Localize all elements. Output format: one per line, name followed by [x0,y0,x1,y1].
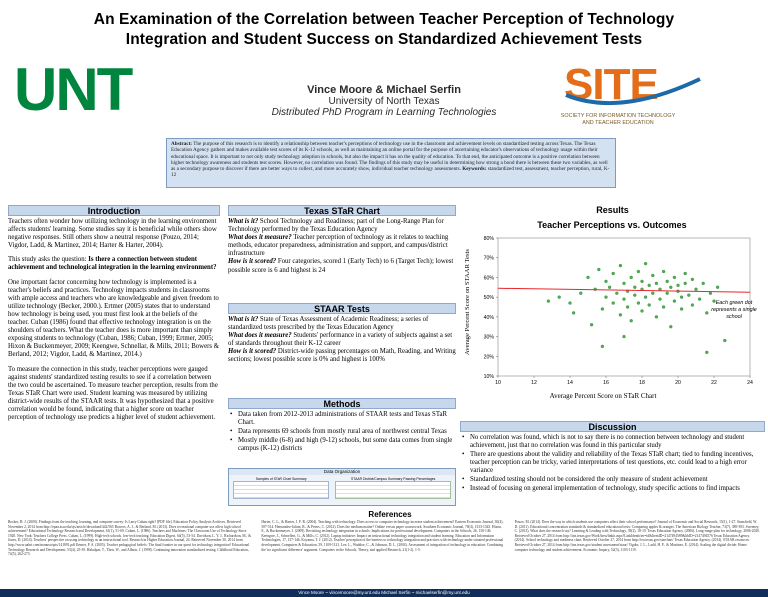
university: University of North Texas [328,96,440,107]
y-tick-label: 40% [483,314,494,321]
unt-logo [12,56,207,123]
data-point [691,304,694,307]
introduction-heading: Introduction [8,205,220,216]
intro-research-question: Is there a connection between student achievement and technological integration in the learning environment? [8,256,217,272]
discussion-bullet-item: • No correlation was found, which is not to say there is no connection between technology and student achievement, just that no correlation was found in this particular study [460,434,765,450]
intro-paragraph-1: Teachers often wonder how utilizing technology in the learning environment affects students' learning. Some studies say it is beneficial while others show negative responses. Still others show a neutral response (Pouzo, 2014; Vigdor, Ladd, & Martinez, 2014; Harter & Harter, 2004). [8,218,217,250]
chart-x-axis-label: Average Percent Score on STaR Chart [549,392,657,400]
data-point [597,268,600,271]
x-tick-label: 22 [711,380,717,386]
survey-right-grid [335,481,451,499]
x-tick-label: 24 [747,380,753,386]
data-point [590,323,593,326]
staar-heading: STAAR Tests [228,303,456,314]
data-point [716,286,719,289]
x-tick-label: 16 [603,380,609,386]
references-column-1: Becker, H. J. (2000). Findings from the teaching, learning, and computer survey: Is Larry Cuban right? [PDF file]. Education Policy Analysis Archives. Retrieved November 2, 2014 from http://epaa.asu.edu/ojs/article/download/442/565 Bowers, A. J., & Berland, M. (2013). Does recreational computer use affect high school achievement? Educational Technology Research and Development, 61(1), 51-69. Cuban, L. (1986). Teachers and Machines: The Classroom Use of Technology Since 1920. New York: Teachers College Press. Cuban, L. (1999). High-tech schools, low-tech teaching. Education Digest, 64(5), 53-54. Davidson, L. Y. J., Richardson, M., & Jones, D. (2014). Teachers' perspective on using technology as an instructional tool. Research in Higher Education Journal, 24. Retrieved November 30, 2014 from http://www.aabri.com/manuscripts/141891.pdf Ertmer, P. A. (2005). Teacher pedagogical beliefs: The final frontier in our quest for technology integration? Educational Technology Research and Development, 53(4), 25-39. Hakulpar, T., Then, W., and Albion, J. (1998). Continuing innovation standardized testing. Childhood Education, 74(5), 262-273. [8,520,252,557]
methods-bullet-item: • Data taken from 2012-2013 administrations of STAAR tests and Texas STaR Chart. [228,411,456,427]
data-point [612,302,615,305]
data-point [669,325,672,328]
survey-title: Data Organization [229,469,455,475]
data-point [673,276,676,279]
data-point [633,286,636,289]
references-column-3: Pouzo, M. (2014). Does the way in which students use computers affect their school performance? Journal of Economic and Social Research, 15(1), 1-27. Stansfield, W. D. (2011). Educational concentration standards & standardized educational tests: Comparing apples & oranges. The American Biology Teacher, 73(7), 389-393. Sweeney, C. (2013). What does the research say? Learning & Leading with Technology, 39(2), 18-19. Texas Education Agency. (2006). Long-range plan for technology, 2006-2020. Retrieved October 27, 2014 from http://tea.texas.gov/WorkArea/linkit.aspx?LinkIdentifier=id&ItemID=2147494589&libID=2147494576 Texas Education Agency. (2014). School technology and readiness chart. Retrieved October 27, 2014 from http://tea.texas.gov/starchart/ Texas Education Agency. (2014). STAAR resources. Retrieved October 27, 2014 from http://tea.texas.gov/student.assessment/staar/ Vigdor, J. L., Ladd, H. F., & Martinez, E. (2014). Scaling the digital divide: Home computer technology and student achievement. Economic Inquiry, 52(3), 1103-1119. [514,520,760,552]
data-point [680,296,683,299]
abstract-box [166,138,616,188]
y-tick-label: 60% [483,275,494,282]
chart-title: Teacher Perceptions vs. Outcomes [537,220,687,230]
data-point [691,278,694,281]
chart-y-axis-label: Average Percent Score on STAAR Tests [464,249,471,355]
staar-what-is-it: What is it? State of Texas Assessment of Academic Readiness; a series of standardized tests prescribed by the Texas Education Agency [228,316,429,332]
methods-bullet-item: • Data represents 69 schools from mostly rural area of northwest central Texas [228,428,456,436]
data-point [633,294,636,297]
data-point [637,302,640,305]
star-chart-section [228,205,456,275]
data-point [601,307,604,310]
survey-left-table [233,477,329,499]
y-tick-label: 80% [483,236,494,242]
data-point [619,313,622,316]
data-point [648,284,651,287]
data-point [601,345,604,348]
methods-section [228,398,456,454]
introduction-section [8,205,220,428]
data-point [659,298,662,301]
data-point [547,300,550,303]
y-tick-label: 10% [483,374,494,380]
x-tick-label: 10 [495,380,501,386]
intro-question-lead: This study asks the question: [8,256,89,264]
y-tick-label: 70% [483,255,494,262]
data-point [623,282,626,285]
data-point [615,292,618,295]
data-point [558,296,561,299]
results-heading: Results [596,205,629,215]
star-what-measure: What does it measure? Teacher perception of technology as it relates to teaching methods, educator preparedness, administration and support, and campus/district infrastructure [228,234,449,258]
data-point [572,311,575,314]
footer-contact: Vince Moore ~ vincemoore@my.unt.edu Michael Serfin ~ michaelserfin@my.unt.edu [0,589,768,597]
staar-section [228,303,456,365]
intro-paragraph-2 [8,256,220,272]
discussion-bullet-item: • There are questions about the validity and reliability of the Texas STaR chart; tied to funding incentives, teacher perception can be tricky, varied interpretations of test questions, etc. could lead to a high error variance [460,451,765,475]
site-sub-1: SOCIETY FOR INFORMATION TECHNOLOGY [560,113,676,119]
data-point [651,274,654,277]
data-point [673,300,676,303]
methods-list [228,411,456,453]
data-point [641,280,644,283]
data-point [698,298,701,301]
data-point [662,306,665,309]
data-point [655,282,658,285]
data-point [684,272,687,275]
references-block [8,520,760,584]
trendline [498,288,750,292]
staar-what-measure: What does it measure? Students' performance in a variety of subjects against a set of standards throughout their K-12 career [228,332,453,348]
data-point [641,309,644,312]
intro-paragraph-4: To measure the connection in this study, teacher perceptions were gauged against students' standardized testing results to see if a correlation between the two could be ascertained. To measure teacher perception, results from the Texas STaR Chart were used. Student learning was measured by utilizing district-wide results of the STAAR tests. It was hypothesized that a positive correlation would be found, indicating that a higher score on teacher perception of technology use predicts a higher level of student achievement. [8,365,218,422]
star-what-is-it: What is it? School Technology and Readiness; part of the Long-Range Plan for Technology performed by the Texas Education Agency [228,218,444,234]
survey-left-grid [233,481,329,499]
y-tick-label: 50% [483,295,494,302]
star-chart-heading: Texas STaR Chart [228,205,456,216]
y-tick-label: 20% [483,354,494,361]
site-logo [560,55,710,145]
data-point [626,306,629,309]
intro-paragraph-3: One important factor concerning how technology is implemented is a teacher's beliefs and practices. Technology impacts students in classrooms with ample access and teachers who are knowledgeable and given freedom to utilize technology (Becker, 2000.). Ertmer (2005) states that to understand how technology is being used, you must first look at the beliefs of the teacher. Cuban (1986) found that effective technology integration is on the shoulders of teachers. What the teacher does is more important than simply exposing students to technology (Cuban, 1986; Cuban, 1999; Ertmer, 2005; Hixon & Buckenmeyer, 2009; Keengwe, Schnellar, & Mills, 2011; Bowers & Berland, 2012; Vigdor, Ladd, & Martinez, 2014.) [8,278,220,359]
author-names: Vince Moore & Michael Serfin [307,84,461,96]
title-line-2: Integration and Student Success on Standardized Achievement Tests [125,31,643,48]
methods-heading: Methods [228,398,456,409]
data-point [605,296,608,299]
data-point [687,294,690,297]
keywords-label: Keywords: [462,166,487,173]
discussion-list [460,434,765,493]
abstract-text: The purpose of this research is to identify a relationship between teacher's perceptions of technology use in the classroom and achievement levels on standardized testing across Texas. The Texas Education Agency gathers and makes available test scores of its K-12 schools, as well as maintaining an online portal for the purpose of ascertaining educator's observations of technology usage within their educational space. It is important to not only study technology adoption in schools, but also the impact it has on the quality of education. To that end, the anticipated outcome is a positive correlation between higher technology awareness and students test scores. However, no correlation was found. The findings of this study may be useful in determining how strong a bond there is between these two variables, as well as a secondary purpose to discover if there are better ways to collect, and more accurately show, individual teacher technology assessments. [171,141,608,173]
data-point [612,272,615,275]
title-line-1: An Examination of the Correlation between Teacher Perception of Technology [93,11,675,28]
data-point [651,292,654,295]
data-point [695,288,698,291]
data-point [608,286,611,289]
site-logo-text: SITE [564,60,658,109]
methods-bullet-item: • Mostly middle (6-8) and high (9-12) schools, but some data comes from single campus (K-12) districts [228,437,456,453]
data-point [637,270,640,273]
data-point [587,276,590,279]
data-point [666,292,669,295]
references-column-2: Harter, C. L., & Harter, J. F. R. (2004). Teaching with technology: Does access to computer technology increase student achievement? Eastern Economic Journal, 30(4), 507-514. Hernandez-Julian, R., & Peters, C. (2012). Does the medium matter? Online versus paper coursework. Southern Economic Journal, 78(4), 1333-1345. Hixon, E., & Buckenmeyer, J. (2009). Revisiting technology integration in schools: Implications for professional development. Computers in the Schools, 26, 130-146. Keengwe, J., Schnellert, G., & Mills, C. (2012). Laptop initiative: Impact on instructional technology integration and student learning. Education and Information Technologies, 17, 137-146. Koyama, T. J. (2012). Teacher' perception of the barriers to technology integration and practices with technology under situated professional development. Computers & Education, 59, 1109-1121. Lee, L., Waddoe, C., & Johnson, D. L. (2004). Assessment of integration of technology in education: Combining the 'no significant difference' argument. Computers in the Schools, Theory, and applied Research, 21(1-2), 1-5. [261,520,504,552]
unt-logo-text: UNT [14,56,132,123]
data-point [702,282,705,285]
survey-left-caption: Samples of STaR Chart Summary [255,477,307,481]
data-point [723,339,726,342]
data-point [709,292,712,295]
survey-right-table [335,477,451,499]
discussion-bullet-item: • Standardized testing should not be considered the only measure of student achievement [460,476,765,484]
data-point [623,335,626,338]
x-tick-label: 14 [567,380,573,386]
staar-how-scored: How is it scored? District-wide passing percentages on Math, Reading, and Writing sections; lowest possible score is 0% and highest is 100% [228,348,456,364]
data-organization-figure [228,468,456,506]
x-tick-label: 12 [531,380,537,386]
data-point [677,284,680,287]
results-annotation: Each green dot represents a single school [711,300,757,320]
data-point [648,304,651,307]
data-point [666,280,669,283]
discussion-section [460,421,765,494]
data-point [662,270,665,273]
site-sub-2: AND TEACHER EDUCATION [582,120,654,126]
data-point [623,298,626,301]
data-point [655,315,658,318]
keywords-text: standardized test, assessment, teacher perception, rural, K-12 [171,166,610,179]
x-tick-label: 20 [675,380,681,386]
discussion-bullet-item: • Instead of focusing on general implementation of technology, study specific actions to find impacts [460,485,765,493]
data-point [644,296,647,299]
data-point [680,307,683,310]
data-point [644,262,647,265]
program: Distributed PhD Program in Learning Technologies [271,107,497,118]
data-point [630,276,633,279]
poster-title [0,10,768,50]
star-how-scored: How is it scored? Four categories, scored 1 (Early Tech) to 6 (Target Tech); lowest possible score is 6 and highest is 24 [228,258,454,274]
data-point [579,292,582,295]
authors-block [250,84,518,118]
y-tick-label: 30% [483,334,494,341]
data-point [630,319,633,322]
data-point [619,264,622,267]
data-point [669,286,672,289]
data-point [705,351,708,354]
references-heading: References [368,510,412,519]
abstract-label: Abstract: [171,141,193,147]
data-point [684,282,687,285]
data-point [569,302,572,305]
data-point [605,280,608,283]
discussion-heading: Discussion [460,421,765,432]
x-tick-label: 18 [639,380,645,386]
survey-right-caption: STAAR District/Campus Summary Passing Percentages [351,477,436,481]
